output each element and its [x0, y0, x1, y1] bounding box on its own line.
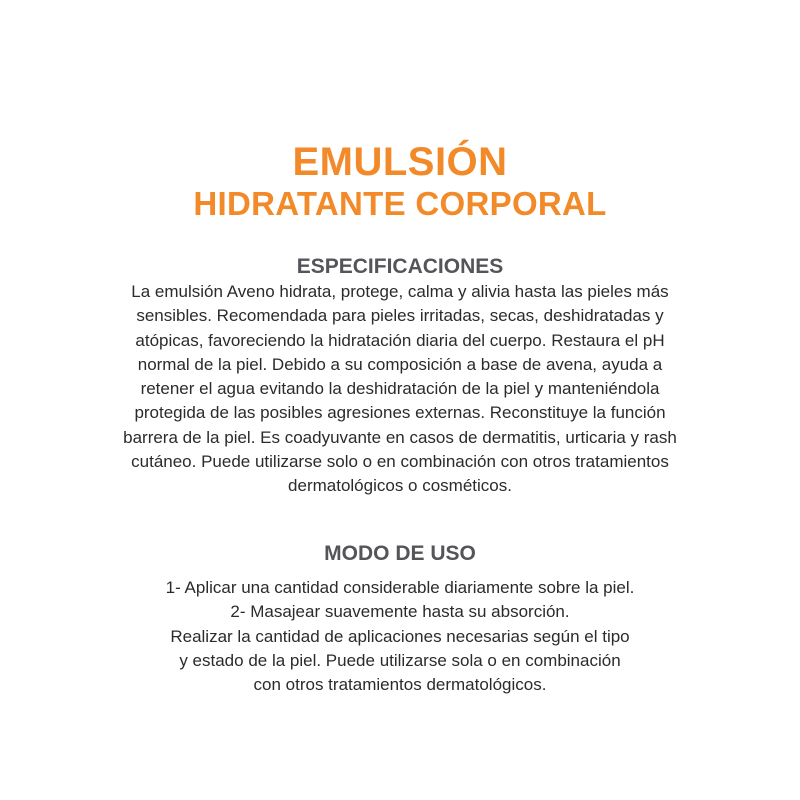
- product-title-line-1: EMULSIÓN: [292, 140, 508, 184]
- product-title-line-2: HIDRATANTE CORPORAL: [193, 185, 607, 222]
- usage-line: con otros tratamientos dermatológicos.: [253, 675, 547, 695]
- usage-line: 2- Masajear suavemente hasta su absorción.: [230, 602, 570, 622]
- specifications-line: dermatológicos o cosméticos.: [288, 476, 512, 496]
- specifications-line: normal de la piel. Debido a su composición a base de avena, ayuda a: [137, 354, 663, 374]
- specifications-line: retener el agua evitando la deshidratación de la piel y manteniéndola: [140, 379, 660, 399]
- specifications-line: sensibles. Recomendada para pieles irritadas, secas, deshidratadas y: [136, 306, 664, 326]
- usage-line: Realizar la cantidad de aplicaciones necesarias según el tipo: [170, 626, 630, 646]
- specifications-line: La emulsión Aveno hidrata, protege, calma y alivia hasta las pieles más: [131, 282, 669, 301]
- specifications-line: atópicas, favoreciendo la hidratación diaria del cuerpo. Restaura el pH: [135, 330, 665, 350]
- usage-line: y estado de la piel. Puede utilizarse sola o en combinación: [179, 650, 621, 670]
- specifications-line: protegida de las posibles agresiones externas. Reconstituye la función: [134, 403, 666, 423]
- specifications-line: barrera de la piel. Es coadyuvante en casos de dermatitis, urticaria y rash: [123, 427, 677, 447]
- specifications-heading: ESPECIFICACIONES: [296, 255, 504, 278]
- specifications-paragraph: [0, 280, 800, 499]
- usage-line: 1- Aplicar una cantidad considerable diariamente sobre la piel.: [165, 578, 635, 597]
- usage-paragraph: [0, 576, 800, 697]
- usage-heading: MODO DE USO: [324, 542, 476, 565]
- specifications-line: cutáneo. Puede utilizarse solo o en combinación con otros tratamientos: [131, 452, 669, 472]
